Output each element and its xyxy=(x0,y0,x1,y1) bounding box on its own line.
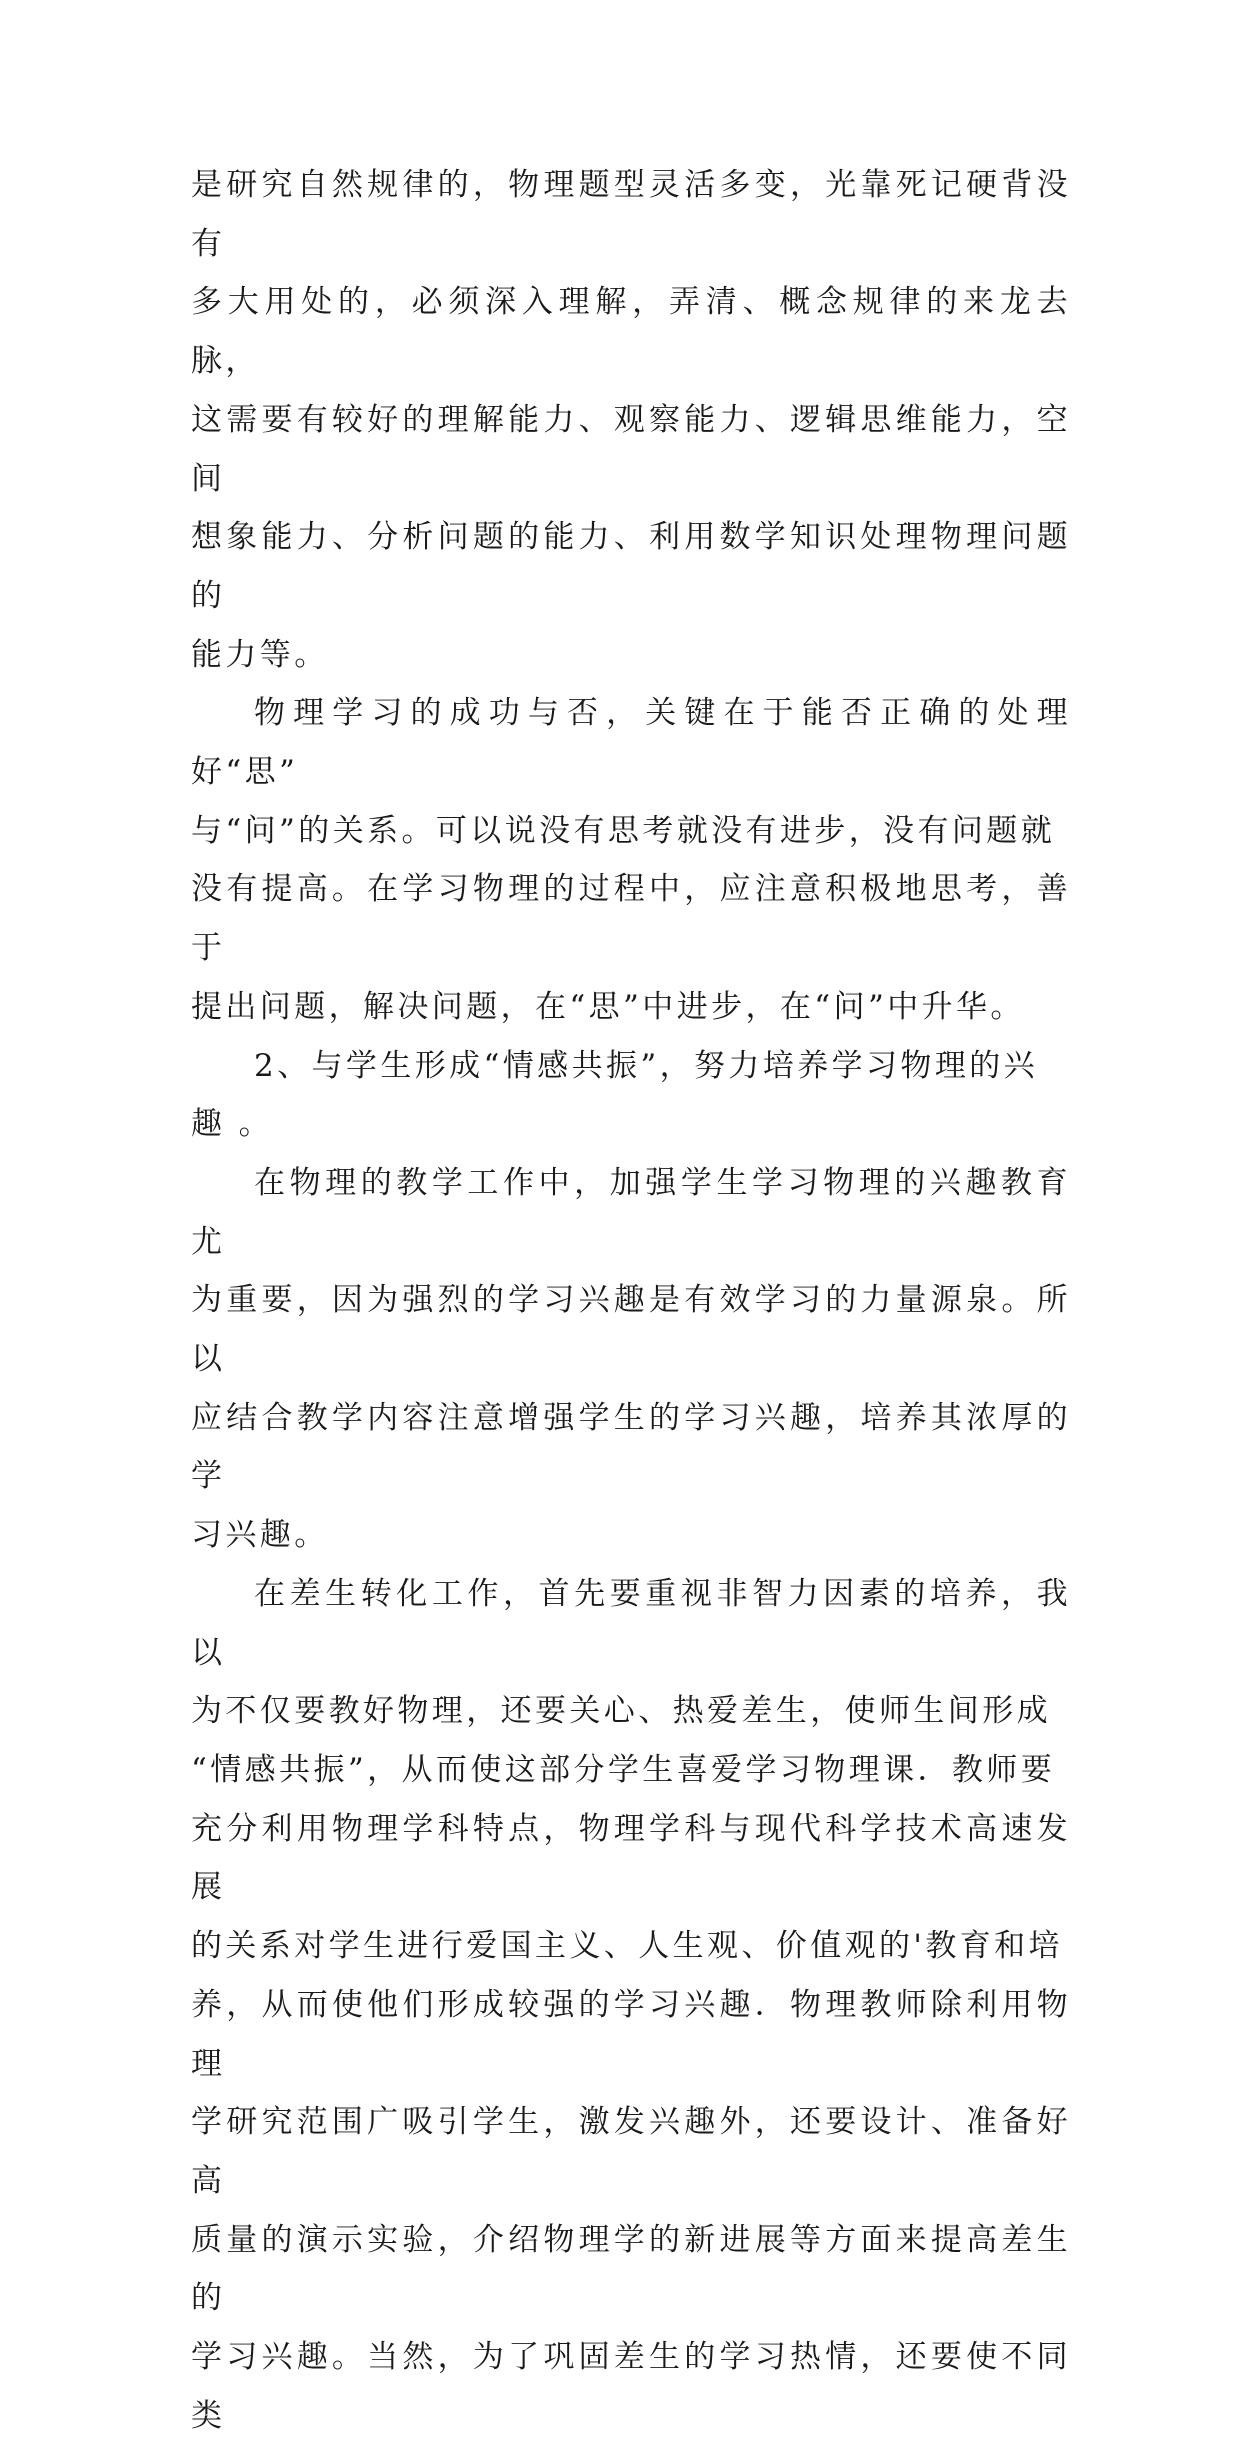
paragraph-1 xyxy=(191,156,1071,684)
line: 物理学习的成功与否，关键在于能否正确的处理好“思” xyxy=(191,695,1071,791)
line: 提出问题，解决问题，在“思”中进步，在“问”中升华。 xyxy=(191,988,1025,1025)
line: 想象能力、分析问题的能力、利用数学知识处理物理问题的 xyxy=(191,519,1071,614)
line: 质量的演示实验，介绍物理学的新进展等方面来提高差生的 xyxy=(191,2221,1071,2317)
line: 的关系对学生进行爱国主义、人生观、价值观的'教育和培 xyxy=(191,1928,1063,1965)
paragraph-4 xyxy=(191,1565,1071,2445)
line: 趣 。 xyxy=(191,1106,274,1143)
line: 没有提高。在学习物理的过程中，应注意积极地思考，善于 xyxy=(191,871,1071,967)
line: “情感共振”，从而使这部分学生喜爱学习物理课．教师要 xyxy=(191,1751,1056,1788)
line: 多大用处的，必须深入理解，弄清、概念规律的来龙去脉， xyxy=(191,284,1071,380)
line: 学习兴趣。当然，为了巩固差生的学习热情，还要使不同类 xyxy=(191,2339,1071,2434)
line: 在差生转化工作，首先要重视非智力因素的培养，我以 xyxy=(191,1575,1071,1671)
line: 这需要有较好的理解能力、观察能力、逻辑思维能力，空间 xyxy=(191,401,1071,497)
line: 2、与学生形成“情感共振”，努力培养学习物理的兴 xyxy=(254,1047,1039,1084)
line: 学研究范围广吸引学生，激发兴趣外，还要设计、准备好高 xyxy=(191,2104,1071,2199)
line: 是研究自然规律的，物理题型灵活多变，光靠死记硬背没有 xyxy=(191,167,1071,262)
line: 应结合教学内容注意增强学生的学习兴趣，培养其浓厚的学 xyxy=(191,1399,1071,1495)
line: 为重要，因为强烈的学习兴趣是有效学习的力量源泉。所以 xyxy=(191,1282,1071,1378)
line: 养，从而使他们形成较强的学习兴趣．物理教师除利用物理 xyxy=(191,1986,1071,2082)
line: 能力等。 xyxy=(191,636,329,673)
line: 习兴趣。 xyxy=(191,1517,329,1554)
section-heading xyxy=(191,1037,1071,1154)
line: 为不仅要教好物理，还要关心、热爱差生，使师生间形成 xyxy=(191,1693,1051,1730)
document-body xyxy=(191,156,1071,2445)
line: 在物理的教学工作中，加强学生学习物理的兴趣教育尤 xyxy=(191,1164,1071,1260)
line: 与“问”的关系。可以说没有思考就没有进步，没有问题就 xyxy=(191,812,1056,849)
paragraph-3 xyxy=(191,1154,1071,1565)
line: 充分利用物理学科特点，物理学科与现代科学技术高速发展 xyxy=(191,1810,1071,1906)
paragraph-2 xyxy=(191,684,1071,1036)
